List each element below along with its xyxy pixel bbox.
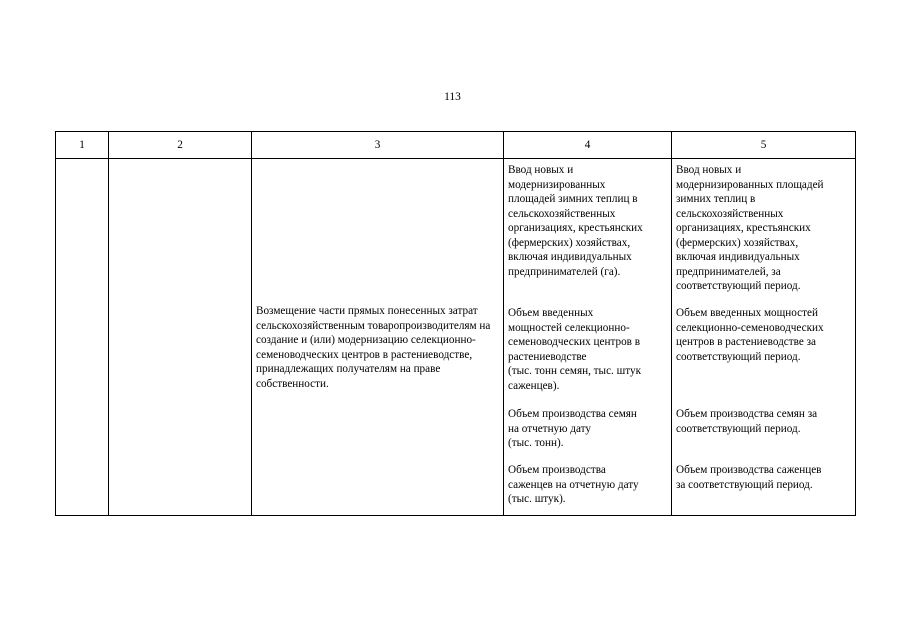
header-col-5: 5 bbox=[672, 132, 856, 159]
header-row bbox=[56, 132, 856, 159]
indicator-method-line: предпринимателей, за bbox=[676, 265, 781, 278]
indicator-method-line: Объем производства семян за bbox=[676, 408, 818, 420]
indicator-line: Объем производства семян bbox=[508, 408, 637, 420]
indicator-list bbox=[504, 159, 671, 515]
indicator-line: сельскохозяйственных bbox=[508, 207, 616, 220]
indicator-line: саженцев на отчетную дату bbox=[508, 478, 639, 491]
cell-col-2 bbox=[109, 159, 252, 516]
cell-col-1 bbox=[56, 159, 109, 516]
indicator-item bbox=[508, 306, 668, 393]
indicator-method-line: соответствующий период. bbox=[676, 422, 801, 435]
indicator-method-item bbox=[676, 306, 852, 364]
cell-col-5 bbox=[672, 159, 856, 516]
indicator-line: растениеводстве bbox=[508, 350, 587, 363]
header-col-3: 3 bbox=[252, 132, 504, 159]
indicator-line: предпринимателей (га). bbox=[508, 265, 621, 278]
indicator-line: (тыс. штук). bbox=[508, 493, 566, 505]
indicator-line: модернизированных bbox=[508, 178, 606, 191]
header-col-4: 4 bbox=[504, 132, 672, 159]
indicator-method-line: Объем производства саженцев bbox=[676, 464, 822, 476]
indicator-method-line: соответствующий период. bbox=[676, 280, 801, 292]
indicator-line: (тыс. тонн семян, тыс. штук bbox=[508, 365, 642, 377]
indicator-method-line: организациях, крестьянских bbox=[676, 222, 811, 234]
indicator-line: на отчетную дату bbox=[508, 422, 592, 435]
indicator-item bbox=[508, 463, 668, 507]
indicator-line: площадей зимних теплиц в bbox=[508, 193, 638, 205]
indicator-line: саженцев). bbox=[508, 379, 560, 392]
cell-col-4 bbox=[504, 159, 672, 516]
indicator-item bbox=[508, 163, 668, 279]
indicator-method-line: соответствующий период. bbox=[676, 350, 801, 363]
indicator-method-line: селекционно-семеноводческих bbox=[676, 321, 824, 334]
cell-col-3 bbox=[252, 159, 504, 516]
measure-description: Возмещение части прямых понесенных затрат сельскохозяйственным товаропроизводителям на создание и (или) модернизацию селекционно-семеноводческих центров в растениеводстве, принадлежащих получателям на праве собственности. bbox=[256, 305, 491, 390]
page-number: 113 bbox=[444, 91, 461, 103]
indicator-line: семеноводческих центров в bbox=[508, 336, 641, 348]
indicator-line: (тыс. тонн). bbox=[508, 437, 564, 449]
indicator-method-line: Объем введенных мощностей bbox=[676, 307, 818, 319]
indicator-table bbox=[55, 131, 856, 516]
indicator-line: включая индивидуальных bbox=[508, 251, 632, 263]
indicator-method-line: центров в растениеводстве за bbox=[676, 336, 817, 348]
indicator-line: Ввод новых и bbox=[508, 164, 574, 176]
indicator-method-line: (фермерских) хозяйствах, bbox=[676, 236, 799, 249]
indicator-method-item bbox=[676, 463, 852, 492]
indicator-line: мощностей селекционно- bbox=[508, 321, 630, 334]
indicator-line: Объем введенных bbox=[508, 307, 594, 319]
indicator-line: Объем производства bbox=[508, 464, 606, 476]
header-col-1: 1 bbox=[56, 132, 109, 159]
table-row bbox=[56, 159, 856, 516]
header-col-2: 2 bbox=[109, 132, 252, 159]
indicator-method-line: включая индивидуальных bbox=[676, 251, 800, 263]
indicator-method-line: Ввод новых и bbox=[676, 164, 742, 176]
indicator-method-item bbox=[676, 407, 852, 436]
indicator-line: (фермерских) хозяйствах, bbox=[508, 236, 631, 249]
indicator-method-item bbox=[676, 163, 852, 294]
indicator-method-line: зимних теплиц в bbox=[676, 193, 756, 205]
indicator-line: организациях, крестьянских bbox=[508, 222, 643, 234]
indicator-method-line: сельскохозяйственных bbox=[676, 207, 784, 220]
indicator-method-line: за соответствующий период. bbox=[676, 478, 813, 491]
indicator-item bbox=[508, 407, 668, 451]
indicator-method-list bbox=[672, 159, 855, 515]
indicator-method-line: модернизированных площадей bbox=[676, 178, 824, 191]
